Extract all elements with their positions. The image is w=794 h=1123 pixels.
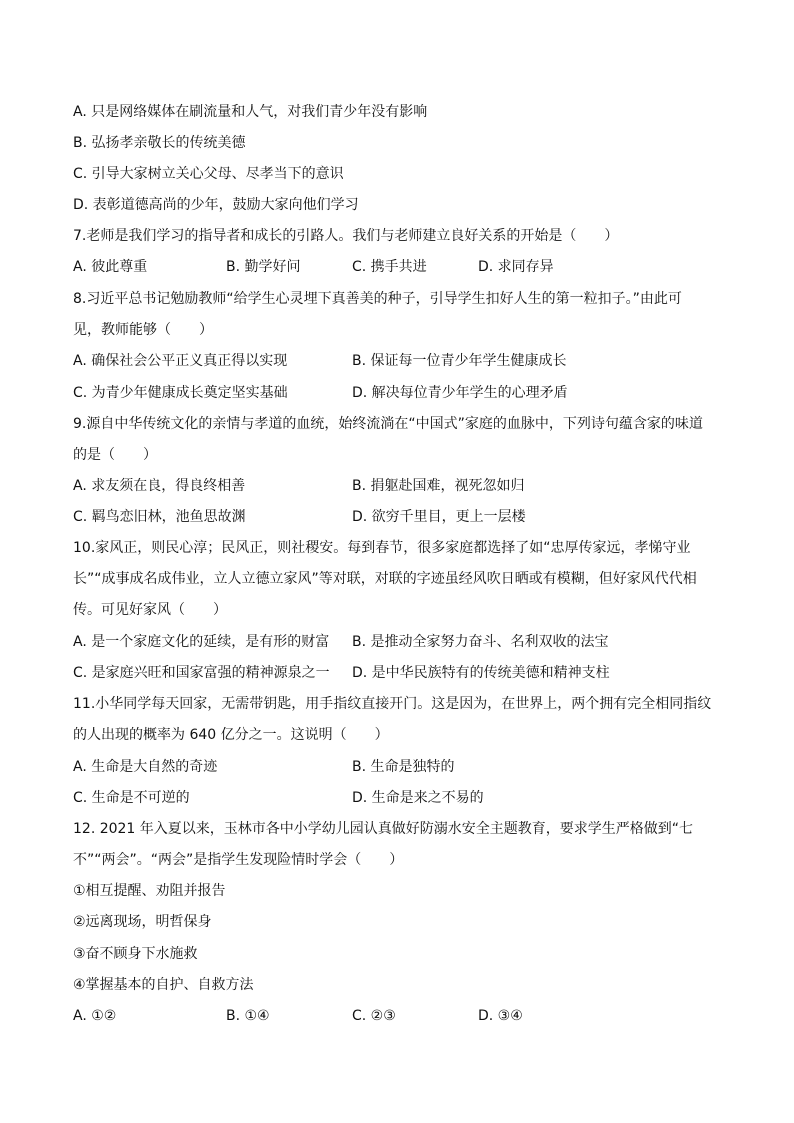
q7-stem: 7.老师是我们学习的指导者和成长的引路人。我们与老师建立良好关系的开始是（ ） xyxy=(73,228,619,244)
q7-option-a: A. 彼此尊重 xyxy=(73,259,148,275)
q6-option-a: A. 只是网络媒体在刷流量和人气，对我们青少年没有影响 xyxy=(73,104,428,120)
q7-option-b: B. 勤学好问 xyxy=(226,259,301,275)
q11-option-b: B. 生命是独特的 xyxy=(352,759,455,775)
q8-option-c: C. 为青少年健康成长奠定坚实基础 xyxy=(73,385,288,401)
q12-option-d: D. ③④ xyxy=(478,1008,523,1024)
q11-option-c: C. 生命是不可逆的 xyxy=(73,790,190,806)
q12-stem-line1: 12. 2021 年入夏以来，玉林市各中小学幼儿园认真做好防溺水安全主题教育，要求学生严格做到“七 xyxy=(73,821,694,837)
q7-option-c: C. 携手共进 xyxy=(352,259,427,275)
q10-option-b: B. 是推动全家努力奋斗、名利双收的法宝 xyxy=(352,634,609,650)
q8-stem-line2: 见，教师能够（ ） xyxy=(73,322,213,338)
q12-option-b: B. ①④ xyxy=(226,1008,270,1024)
q9-option-d: D. 欲穷千里目，更上一层楼 xyxy=(352,509,526,525)
q11-stem-line1: 11.小华同学每天回家，无需带钥匙，用手指纹直接开门。这是因为，在世界上，两个拥有完全相同指纹 xyxy=(73,696,712,712)
q10-option-a: A. 是一个家庭文化的延续，是有形的财富 xyxy=(73,634,330,650)
q10-stem-line1: 10.家风正，则民心淳；民风正，则社稷安。每到春节，很多家庭都选择了如“忠厚传家远，孝悌守业 xyxy=(73,540,691,556)
q8-option-b: B. 保证每一位青少年学生健康成长 xyxy=(352,353,567,369)
q9-option-c: C. 羁鸟恋旧林，池鱼思故渊 xyxy=(73,509,246,525)
q9-option-b: B. 捐躯赴国难，视死忽如归 xyxy=(352,478,525,494)
q10-option-c: C. 是家庭兴旺和国家富强的精神源泉之一 xyxy=(73,665,330,681)
q6-option-c: C. 引导大家树立关心父母、尽孝当下的意识 xyxy=(73,166,344,182)
q12-option-c: C. ②③ xyxy=(352,1008,396,1024)
q12-item-3: ③奋不顾身下水施救 xyxy=(73,946,198,962)
q9-option-a: A. 求友须在良，得良终相善 xyxy=(73,478,246,494)
q6-option-b: B. 弘扬孝亲敬长的传统美德 xyxy=(73,135,246,151)
q6-option-d: D. 表彰道德高尚的少年，鼓励大家向他们学习 xyxy=(73,197,359,213)
q8-stem-line1: 8.习近平总书记勉励教师“给学生心灵埋下真善美的种子，引导学生扣好人生的第一粒扣子。”由此可 xyxy=(73,291,682,307)
q12-option-a: A. ①② xyxy=(73,1008,117,1024)
q11-stem-line2: 的人出现的概率为 640 亿分之一。这说明（ ） xyxy=(73,727,389,743)
q7-option-d: D. 求同存异 xyxy=(478,259,554,275)
q12-item-1: ①相互提醒、劝阻并报告 xyxy=(73,883,226,899)
q10-option-d: D. 是中华民族特有的传统美德和精神支柱 xyxy=(352,665,610,681)
q11-option-d: D. 生命是来之不易的 xyxy=(352,790,484,806)
q9-stem-line1: 9.源自中华传统文化的亲情与孝道的血统，始终流淌在“中国式”家庭的血脉中，下列诗句蕴含家的味道 xyxy=(73,416,703,432)
q10-stem-line2: 长”“成事成名成伟业，立人立德立家风”等对联，对联的字迹虽经风吹日晒或有模糊，但好家风代代相 xyxy=(73,571,697,587)
q12-item-2: ②远离现场，明哲保身 xyxy=(73,914,212,930)
q9-stem-line2: 的是（ ） xyxy=(73,447,157,463)
q10-stem-line3: 传。可见好家风（ ） xyxy=(73,602,227,618)
q11-option-a: A. 生命是大自然的奇迹 xyxy=(73,759,218,775)
q8-option-d: D. 解决每位青少年学生的心理矛盾 xyxy=(352,385,568,401)
q8-option-a: A. 确保社会公平正义真正得以实现 xyxy=(73,353,288,369)
q12-stem-line2: 不”“两会”。“两会”是指学生发现险情时学会（ ） xyxy=(73,852,404,868)
q12-item-4: ④掌握基本的自护、自救方法 xyxy=(73,977,254,993)
